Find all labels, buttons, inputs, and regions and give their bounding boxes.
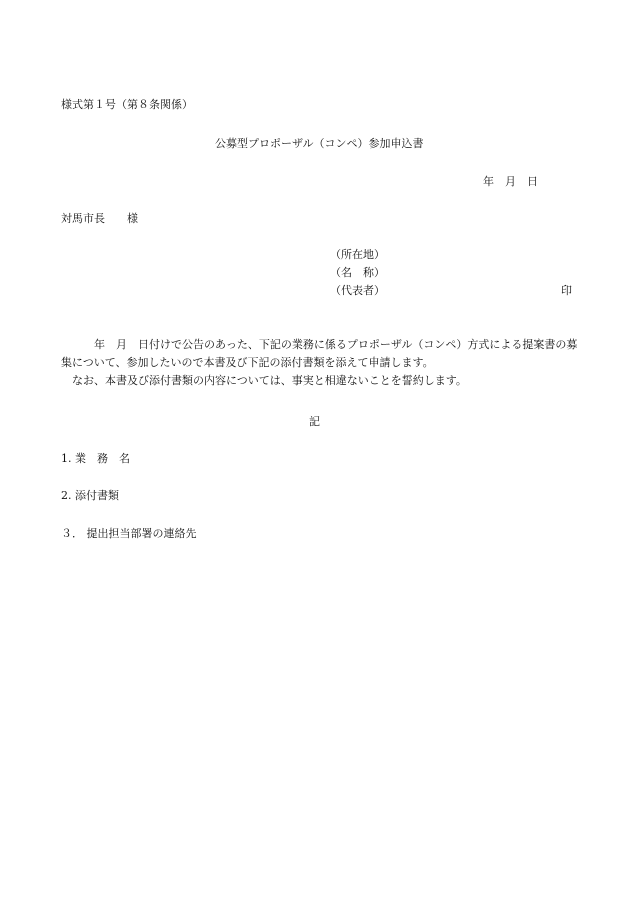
document-title: 公募型プロポーザル（コンペ）参加申込書 — [215, 137, 424, 150]
location-label: （所在地） — [330, 248, 385, 261]
body-paragraph-2: なお、本書及び添付書類の内容については、事実と相違ないことを誓約します。 — [61, 374, 467, 387]
body-paragraph-1-line-2: 集について、参加したいので本書及び下記の添付書類を添えて申請します。 — [61, 356, 434, 369]
item-business-name: 1. 業 務 名 — [61, 452, 130, 465]
item-attachments: 2. 添付書類 — [61, 489, 119, 502]
body-paragraph-1-line-1: 年 月 日付けで公告のあった、下記の業務に係るプロポーザル（コンペ）方式による提案書の募 — [61, 338, 578, 351]
ki-heading: 記 — [309, 415, 320, 428]
form-number: 様式第１号（第８条関係） — [61, 98, 193, 111]
date-field: 年 月 日 — [483, 175, 538, 188]
addressee: 対馬市長 様 — [61, 212, 138, 225]
item-contact-department: ３． 提出担当部署の連絡先 — [61, 527, 197, 540]
name-label: （名 称） — [330, 266, 385, 279]
seal-mark: 印 — [561, 284, 572, 297]
representative-label: （代表者） — [330, 284, 385, 297]
